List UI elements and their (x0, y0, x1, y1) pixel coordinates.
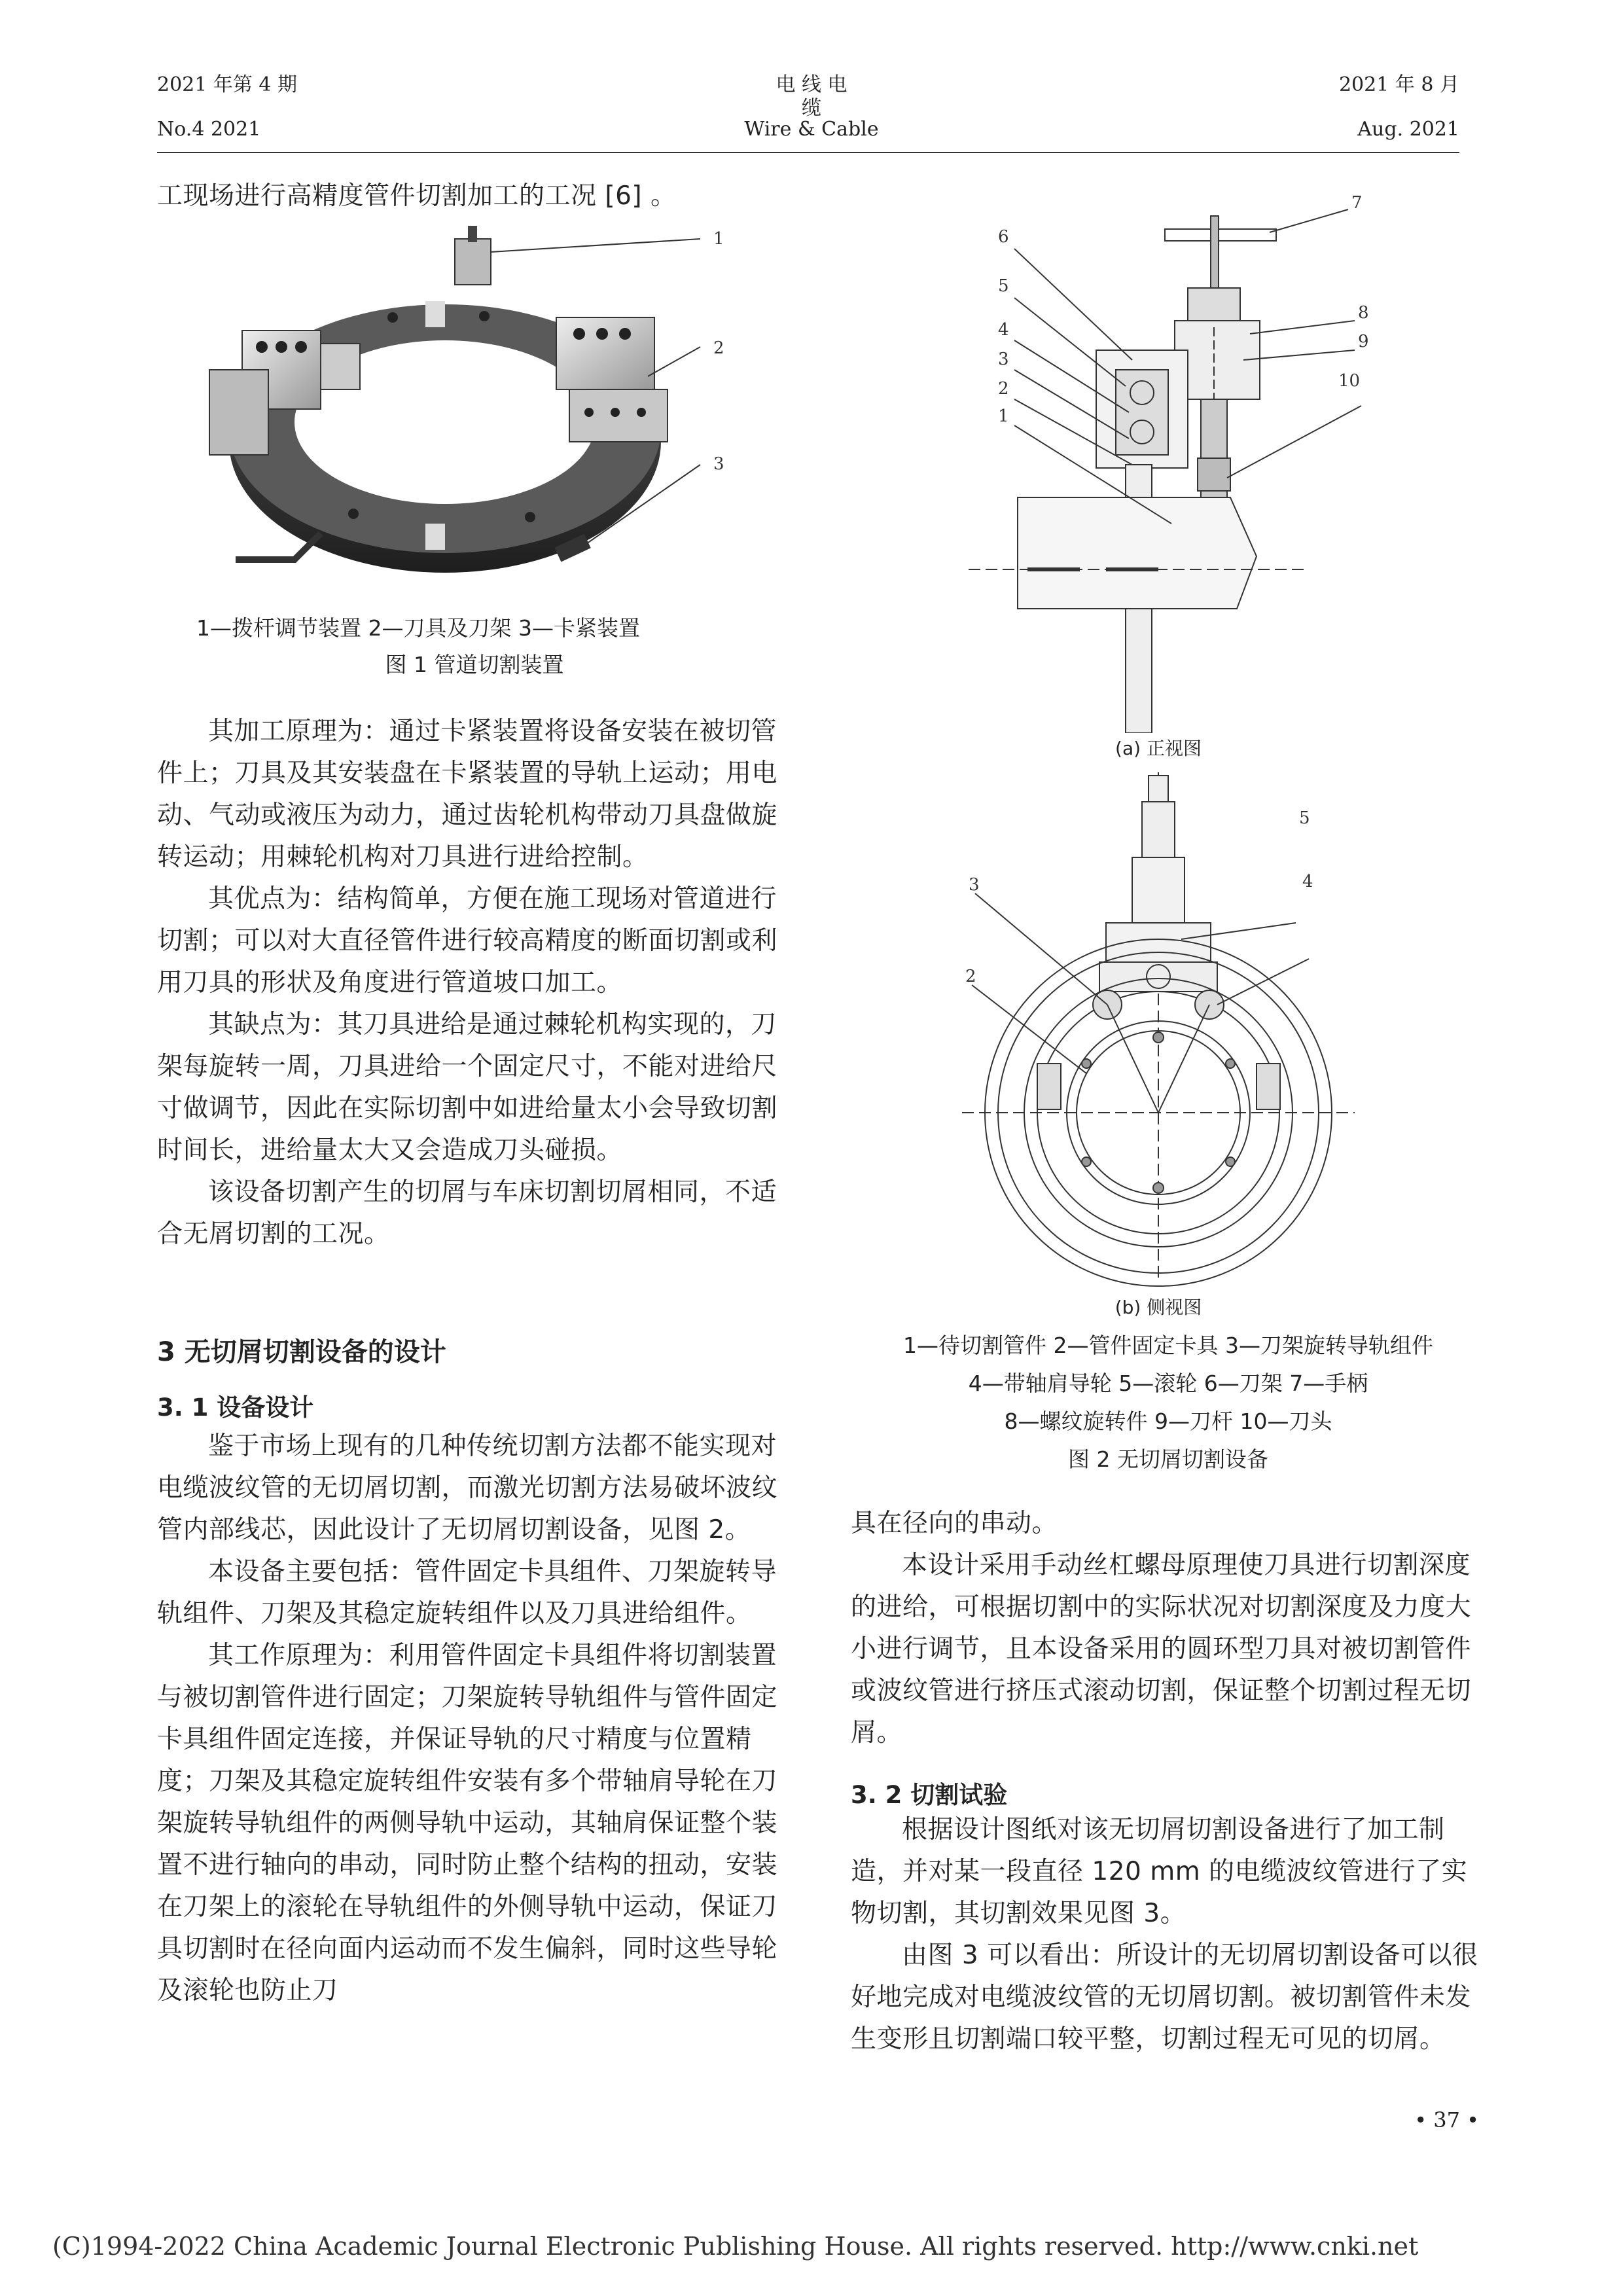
figure2-caption: 图 2 无切屑切割设备 (1068, 1446, 1268, 1472)
fig2a-callout-2: 2 (998, 379, 1009, 399)
figure1-caption: 图 1 管道切割装置 (385, 652, 564, 677)
header-issue-en: No.4 2021 (157, 118, 261, 141)
header-issue: 2021 年第 4 期 (157, 73, 298, 96)
figure1-photo (190, 226, 766, 605)
fig1-callout-3: 3 (713, 454, 724, 474)
section-3-title: 3 无切屑切割设备的设计 (157, 1337, 446, 1367)
lever-adjuster (455, 239, 491, 285)
figure2a-front-view (929, 190, 1387, 733)
figure2-legend-line2: 4—带轴肩导轮 5—滚轮 6—刀架 7—手柄 (968, 1371, 1368, 1396)
header-journal-title: 电 线 电 缆 (776, 73, 847, 120)
fig2a-callout-10: 10 (1338, 371, 1361, 391)
figure2-legend-line3: 8—螺纹旋转件 9—刀杆 10—刀头 (1004, 1408, 1332, 1434)
left-body-2 (157, 1426, 792, 2012)
pipe-clamp (1018, 497, 1257, 609)
fig1-callout-2: 2 (713, 338, 724, 358)
paragraph-advantages: 其优点为：结构简单，方便在施工现场对管道进行切割；可以对大直径管件进行较高精度的断面切割或利用刀具的形状及角度进行管道坡口加工。 (157, 884, 778, 997)
paragraph-results: 由图 3 可以看出：所设计的无切屑切割设备可以很好地完成对电缆波纹管的无切屑切割。被切割管件未发生变形且切割端口较平整，切割过程无可见的切屑。 (851, 1941, 1478, 2054)
paragraph-chips: 该设备切割产生的切屑与车床切割切屑相同，不适合无屑切割的工况。 (157, 1177, 777, 1249)
paragraph-principle: 其加工原理为：通过卡紧装置将设备安装在被切管件上；刀具及其安装盘在卡紧装置的导轨上运动；用电动、气动或液压为动力，通过齿轮机构带动刀具盘做旋转运动；用棘轮机构对刀具进行进给控制。 (157, 717, 778, 872)
paragraph-continuation: 具在径向的串动。 (851, 1509, 1058, 1538)
copyright-footer: (C)1994-2022 China Academic Journal Electronic Publishing House. All rights reserved. http://www.cnki.net (52, 2232, 1419, 2261)
right-body-2 (851, 1809, 1489, 2060)
figure2b-subcaption: (b) 侧视图 (1115, 1297, 1202, 1318)
intro-line: 工现场进行高精度管件切割加工的工况 [6] 。 (157, 181, 677, 211)
figure2-legend-line1: 1—待切割管件 2—管件固定卡具 3—刀架旋转导轨组件 (903, 1333, 1433, 1358)
right-body-1 (851, 1503, 1489, 1754)
figure2a-subcaption: (a) 正视图 (1115, 738, 1202, 759)
fig2a-callout-4: 4 (998, 320, 1009, 340)
fig2b-callout-3: 3 (969, 875, 980, 895)
paragraph-disadvantages: 其缺点为：其刀具进给是通过棘轮机构实现的，刀架每旋转一周，刀具进给一个固定尺寸，不能对进给尺寸做调节，因此在实际切割中如进给量太小会导致切割时间长，进给量太大又会造成刀头碰损。 (157, 1010, 778, 1165)
fig2a-callout-9: 9 (1358, 332, 1369, 351)
section-3-2-title: 3. 2 切割试验 (851, 1781, 1008, 1809)
cutter-head (1198, 458, 1230, 491)
fig2a-callout-8: 8 (1358, 303, 1369, 323)
fig2a-callout-5: 5 (998, 276, 1009, 296)
left-body-1 (157, 711, 792, 1255)
fig2a-callout-1: 1 (998, 406, 1009, 426)
fig2a-callout-3: 3 (998, 350, 1009, 369)
paragraph-working-principle: 其工作原理为：利用管件固定卡具组件将切割装置与被切割管件进行固定；刀架旋转导轨组件与管件固定卡具组件固定连接，并保证导轨的尺寸精度与位置精度；刀架及其稳定旋转组件安装有多个带轴肩导轮在刀架旋转导轨组件的两侧导轨中运动，其轴肩保证整个装置不进行轴向的串动，同时防止整个结构的扭动，安装在刀架上的滚轮在导轨组件的外侧导轨中运动，保证刀具切割时在径向面内运动而不发生偏斜，同时这些导轮及滚轮也防止刀 (157, 1641, 778, 2005)
fig2b-callout-4: 4 (1302, 872, 1313, 891)
fig2a-callout-7: 7 (1351, 193, 1363, 213)
page-number: • 37 • (1414, 2108, 1479, 2132)
paragraph-design-rationale: 鉴于市场上现有的几种传统切割方法都不能实现对电缆波纹管的无切屑切割，而激光切割方法易破坏波纹管内部线芯，因此设计了无切屑切割设备，见图 2。 (157, 1431, 778, 1545)
header-journal-title-en: Wire & Cable (744, 118, 879, 141)
header-date-en: Aug. 2021 (1357, 118, 1459, 141)
fig2b-callout-5: 5 (1299, 808, 1310, 828)
figure1-legend: 1—拨杆调节装置 2—刀具及刀架 3—卡紧装置 (196, 615, 640, 641)
paragraph-cutting-test: 根据设计图纸对该无切屑切割设备进行了加工制造，并对某一段直径 120 mm 的电缆波纹管进行了实物切割，其切割效果见图 3。 (851, 1815, 1468, 1928)
header-rule (157, 152, 1459, 153)
paragraph-feed-design: 本设计采用手动丝杠螺母原理使刀具进行切割深度的进给，可根据切割中的实际状况对切割深度及力度大小进行调节，且本设备采用的圆环型刀具对被切割管件或波纹管进行挤压式滚动切割，保证整个切割过程无切屑。 (851, 1551, 1472, 1748)
fig1-callout-1: 1 (713, 229, 724, 249)
section-3-1-title: 3. 1 设备设计 (157, 1393, 314, 1422)
handle (1165, 229, 1276, 241)
fig2a-callout-6: 6 (998, 227, 1009, 247)
paragraph-components: 本设备主要包括：管件固定卡具组件、刀架旋转导轨组件、刀架及其稳定旋转组件以及刀具进给组件。 (157, 1557, 777, 1628)
header-date: 2021 年 8 月 (1338, 73, 1459, 96)
fig2b-callout-2: 2 (965, 967, 976, 986)
figure2b-side-view (955, 766, 1361, 1289)
tool-holder-block (556, 317, 654, 389)
